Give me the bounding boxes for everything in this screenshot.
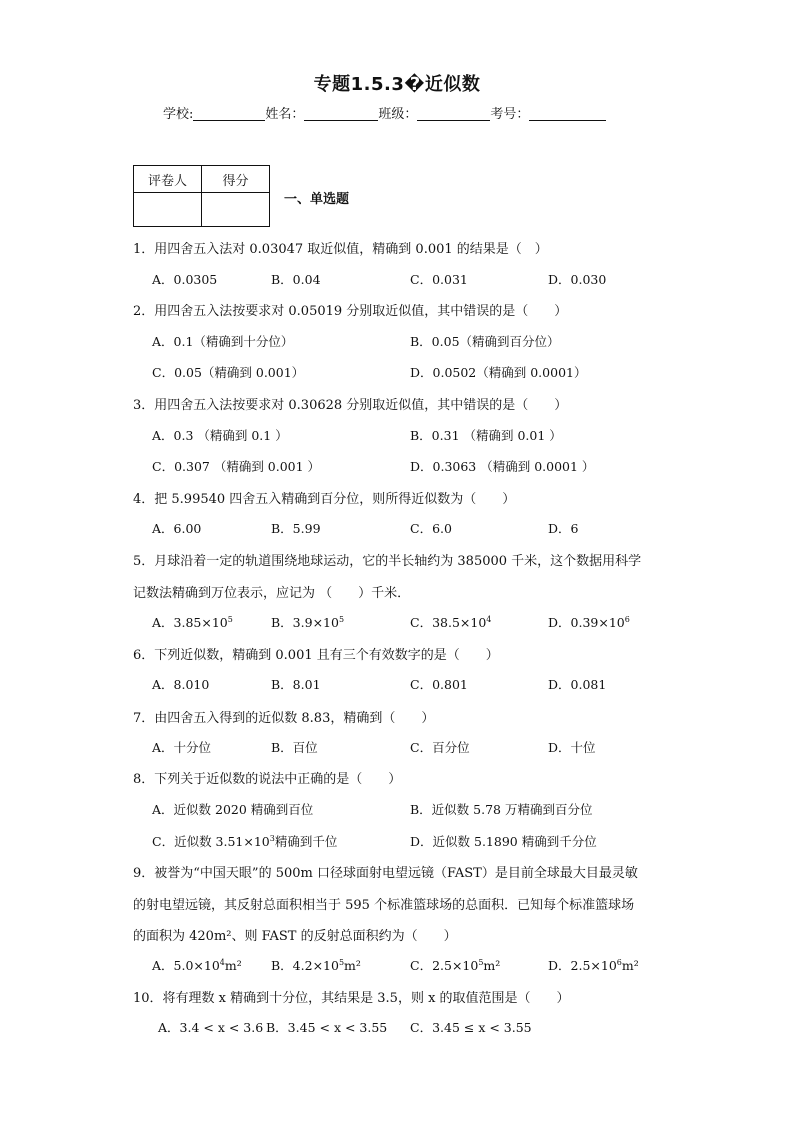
question-9: 9．被誉为“中国天眼”的 500m 口径球面射电望远镜（FAST）是目前全球最大目最灵敏: [133, 866, 638, 881]
q10-option-b: B．3.45 < x < 3.55: [266, 1020, 388, 1035]
exam-no-blank[interactable]: [529, 106, 606, 121]
q5-option-b: B．$3.9\times 10^5$: [271, 615, 345, 630]
school-blank[interactable]: [193, 106, 265, 121]
name-label: 姓名：: [265, 107, 305, 122]
section-heading: 一、单选题: [284, 192, 350, 207]
q6-option-c: C．0.801: [410, 677, 468, 692]
q9-option-a: A．$5.0\times 10^4m^2$: [152, 958, 242, 973]
q3-option-d: D．0.3063 （精确到 0.0001 ）: [410, 459, 595, 474]
question-6: 6．下列近似数，精确到 0.001 且有三个有效数字的是（ ）: [133, 648, 499, 663]
q3-option-c: C．0.307 （精确到 0.001 ）: [152, 459, 321, 474]
score-table: [133, 165, 270, 227]
q2-option-c: C．0.05（精确到 0.001）: [152, 365, 305, 380]
grader-header: 评卷人: [134, 166, 202, 193]
q10-option-a: A．3.4 < x < 3.6: [158, 1020, 264, 1035]
q7-option-a: A．十分位: [152, 740, 212, 755]
question-1: 1．用四舍五入法对 0.03047 取近似值，精确到 0.001 的结果是（ ）: [133, 242, 548, 257]
name-blank[interactable]: [304, 106, 378, 121]
q7-option-b: B．百位: [271, 740, 318, 755]
q1-option-b: B．0.04: [271, 272, 321, 287]
q2-option-a: A．0.1（精确到十分位）: [152, 334, 294, 349]
score-cell: [202, 193, 270, 227]
q6-option-d: D．0.081: [548, 677, 607, 692]
grader-cell: [134, 193, 202, 227]
question-7: 7．由四舍五入得到的近似数 8.83，精确到（ ）: [133, 711, 435, 726]
exam-no-label: 考号：: [490, 107, 530, 122]
q5-option-a: A．$3.85\times 10^5$: [152, 615, 233, 630]
q8-option-a: A．近似数 2020 精确到百位: [152, 802, 314, 817]
q5-option-d: D．$0.39\times 10^6$: [548, 615, 630, 630]
q2-option-b: B．0.05（精确到百分位）: [410, 334, 560, 349]
question-8: 8．下列关于近似数的说法中正确的是（ ）: [133, 772, 402, 787]
student-info-line: [163, 103, 606, 122]
q8-option-c: C．近似数 $3.51\times 10^3$精确到千位: [152, 834, 338, 849]
page-title: 专题1.5.3�近似数: [313, 74, 481, 95]
q1-option-c: C．0.031: [410, 272, 468, 287]
q4-option-d: D．6: [548, 521, 579, 536]
class-label: 班级：: [378, 107, 418, 122]
question-5-cont: 记数法精确到万位表示，应记为 （ ）千米．: [133, 586, 411, 601]
q6-option-a: A．8.010: [152, 677, 210, 692]
q1-option-d: D．0.030: [548, 272, 607, 287]
question-5: 5．月球沿着一定的轨道围绕地球运动，它的半长轴约为 385000 千米，这个数据用科学: [133, 554, 642, 569]
q3-option-b: B．0.31 （精确到 0.01 ）: [410, 428, 562, 443]
q9-option-b: B．$4.2\times 10^5m^2$: [271, 958, 361, 973]
score-header: 得分: [202, 166, 270, 193]
question-3: 3．用四舍五入法按要求对 0.30628 分别取近似值，其中错误的是（ ）: [133, 398, 568, 413]
q7-option-d: D．十位: [548, 740, 596, 755]
q4-option-b: B．5.99: [271, 521, 321, 536]
q5-option-c: C．$38.5\times 10^4$: [410, 615, 492, 630]
q8-option-d: D．近似数 5.1890 精确到千分位: [410, 834, 597, 849]
question-4: 4．把 5.99540 四舍五入精确到百分位，则所得近似数为（ ）: [133, 492, 516, 507]
question-10: 10．将有理数 x 精确到十分位，其结果是 3.5，则 x 的取值范围是（ ）: [133, 991, 570, 1006]
q8-option-b: B．近似数 5.78 万精确到百分位: [410, 802, 593, 817]
q1-option-a: A．0.0305: [152, 272, 218, 287]
question-2: 2．用四舍五入法按要求对 0.05019 分别取近似值，其中错误的是（ ）: [133, 304, 568, 319]
class-blank[interactable]: [417, 106, 490, 121]
q6-option-b: B．8.01: [271, 677, 321, 692]
school-label: 学校:: [163, 107, 194, 122]
question-9-cont2: 的面积为 420m²、则 FAST 的反射总面积约为（ ）: [133, 929, 457, 944]
q2-option-d: D．0.0502（精确到 0.0001）: [410, 365, 587, 380]
q3-option-a: A．0.3 （精确到 0.1 ）: [152, 428, 288, 443]
q9-option-c: C．$2.5\times 10^5m^2$: [410, 958, 501, 973]
q7-option-c: C．百分位: [410, 740, 470, 755]
q9-option-d: D．$2.5\times 10^6m^2$: [548, 958, 639, 973]
q10-option-c: C．3.45 ≤ x < 3.55: [410, 1020, 532, 1035]
question-9-cont: 的射电望远镜，其反射总面积相当于 595 个标准篮球场的总面积．已知每个标准篮球场: [133, 898, 635, 913]
q4-option-c: C．6.0: [410, 521, 452, 536]
q4-option-a: A．6.00: [152, 521, 202, 536]
